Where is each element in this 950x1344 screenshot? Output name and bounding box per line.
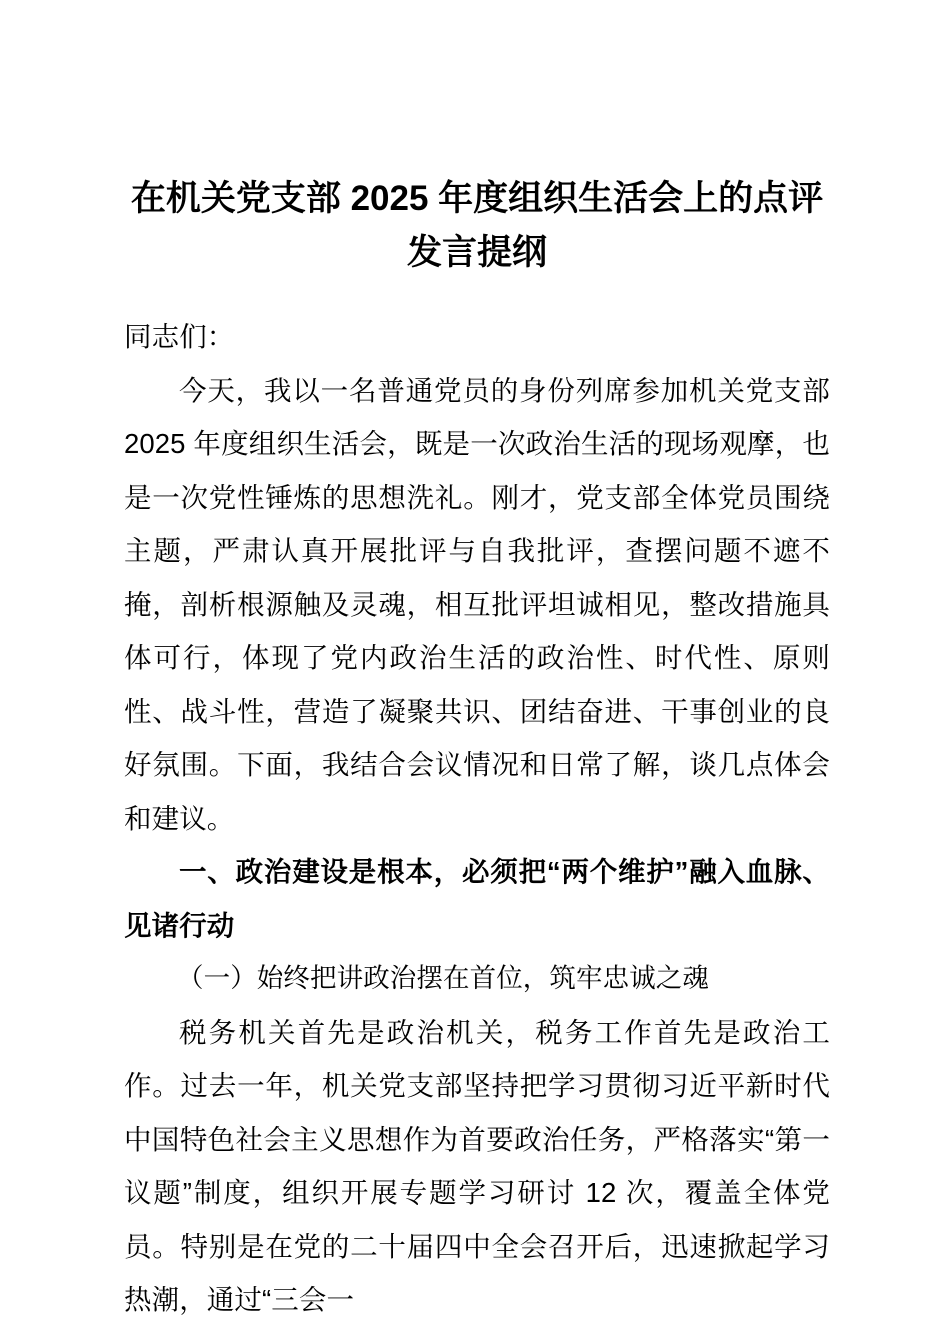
subsection-heading-1-1: （一）始终把讲政治摆在首位，筑牢忠诚之魂 bbox=[177, 963, 709, 993]
body-paragraph-1-1: 税务机关首先是政治机关，税务工作首先是政治工作。过去一年，机关党支部坚持把学习贯彻习近平新时代中国特色社会主义思想作为首要政治任务，严格落实“第一议题”制度，组织开展专题学习研讨 12 次，覆盖全体党员。特别是在党的二十届四中全会召开后，迅速掀起学习热潮，通过“三会一 bbox=[124, 1016, 830, 1315]
opening-paragraph: 今天，我以一名普通党员的身份列席参加机关党支部 2025 年度组织生活会，既是一次政治生活的现场观摩，也是一次党性锤炼的思想洗礼。刚才，党支部全体党员围绕主题，严肃认真开展批评与自我批评，查摆问题不遮不掩，剖析根源触及灵魂，相互批评坦诚相见，整改措施具体可行，体现了党内政治生活的政治性、时代性、原则性、战斗性，营造了凝聚共识、团结奋进、干事创业的良好氛围。下面，我结合会议情况和日常了解，谈几点体会和建议。 bbox=[124, 374, 830, 834]
salutation: 同志们： bbox=[124, 321, 235, 352]
document-title: 在机关党支部 2025 年度组织生活会上的点评发言提纲 bbox=[130, 179, 824, 272]
section-heading-1: 一、政治建设是根本，必须把“两个维护”融入血脉、见诸行动 bbox=[124, 856, 830, 941]
document-body bbox=[124, 0, 830, 1327]
